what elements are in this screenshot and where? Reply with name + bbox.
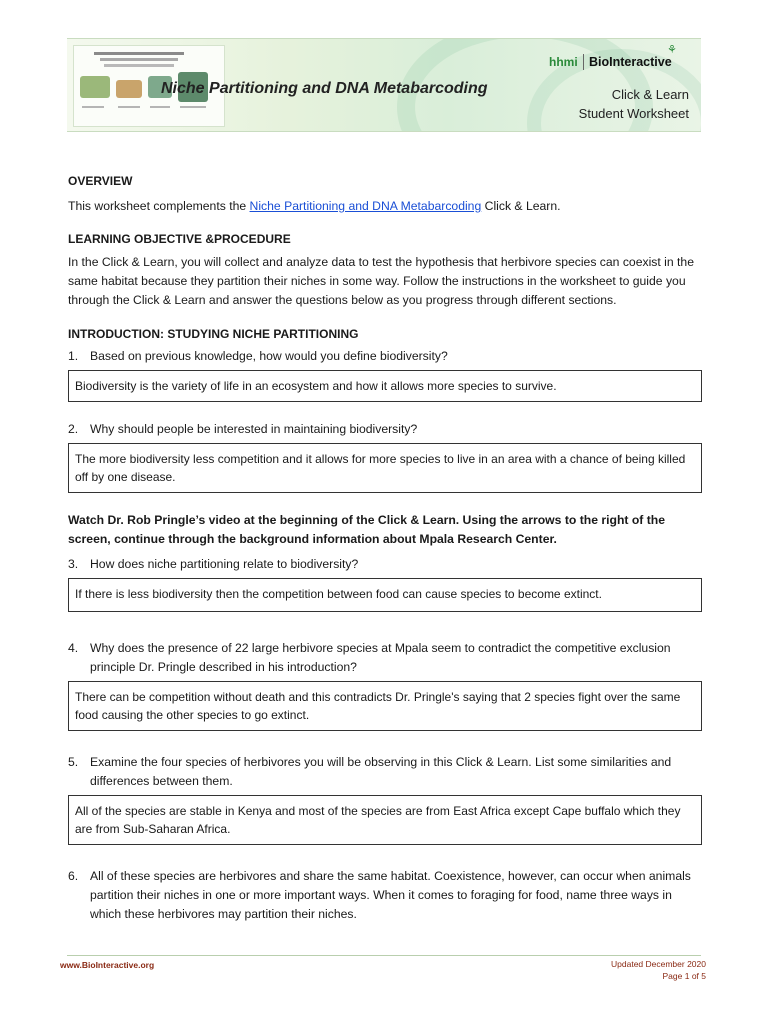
student-worksheet-label: Student Worksheet (578, 106, 689, 121)
worksheet-body (68, 172, 702, 924)
question-text: Why should people be interested in maintaining biodiversity? (90, 422, 418, 436)
objective-heading: LEARNING OBJECTIVE &PROCEDURE (68, 232, 291, 246)
answer-box-2[interactable]: The more biodiversity less competition and it allows for more species to live in an area with a chance of being killed off by one disease. (68, 443, 702, 493)
question-4: 4. Why does the presence of 22 large herbivore species at Mpala seem to contradict the competitive exclusion principle Dr. Pringle described in his introduction? (68, 641, 671, 674)
hhmi-logo: hhmi (549, 55, 578, 69)
question-1: 1. Based on previous knowledge, how would you define biodiversity? (68, 349, 448, 363)
objective-text: In the Click & Learn, you will collect and analyze data to test the hypothesis that herbivore species can coexist in the same habitat because they partition their niches in some way. Follow the instructions in the worksheet to guide you through the Click & Learn and answer the questions below as you progress through different sections. (68, 255, 694, 307)
leaf-icon: ⚘ (667, 44, 677, 56)
answer-box-1[interactable]: Biodiversity is the variety of life in an ecosystem and how it allows more species to survive. (68, 370, 702, 402)
page-number: Page 1 of 5 (662, 971, 706, 981)
answer-box-5[interactable]: All of the species are stable in Kenya and most of the species are from East Africa except Cape buffalo which they are from Sub-Saharan Africa. (68, 795, 702, 845)
answer-box-3[interactable]: If there is less biodiversity then the competition between food can cause species to become extinct. (68, 578, 702, 612)
click-learn-label: Click & Learn (611, 87, 689, 102)
overview-heading: OVERVIEW (68, 174, 133, 188)
header-banner (67, 38, 701, 132)
click-learn-link[interactable]: Niche Partitioning and DNA Metabarcoding (249, 199, 482, 213)
watch-instruction: Watch Dr. Rob Pringle’s video at the beginning of the Click & Learn. Using the arrows to the right of the screen, continue through the background information about Mpala Research Center. (68, 513, 666, 546)
biointeractive-logo: BioInteractive (589, 55, 672, 69)
question-text: Based on previous knowledge, how would you define biodiversity? (90, 349, 448, 363)
footer-page-info (611, 958, 706, 982)
updated-date: Updated December 2020 (611, 959, 706, 969)
worksheet-title: Niche Partitioning and DNA Metabarcoding (161, 80, 488, 97)
question-text: Why does the presence of 22 large herbivore species at Mpala seem to contradict the competitive exclusion principle Dr. Pringle described in his introduction? (90, 641, 671, 674)
question-6: 6. All of these species are herbivores and share the same habitat. Coexistence, however, can occur when animals partition their niches in one or more important ways. When it comes to foraging for food, name three ways in which these herbivores may partition their niches. (68, 869, 691, 921)
question-text: All of these species are herbivores and share the same habitat. Coexistence, however, can occur when animals partition their niches in one or more important ways. When it comes to foraging for food, name three ways in which these herbivores may partition their niches. (90, 869, 691, 921)
question-text: Examine the four species of herbivores you will be observing in this Click & Learn. List some similarities and differences between them. (90, 755, 672, 788)
logo-divider (583, 54, 584, 70)
question-text: How does niche partitioning relate to biodiversity? (90, 557, 359, 571)
intro-heading: INTRODUCTION: STUDYING NICHE PARTITIONING (68, 327, 359, 341)
answer-box-4[interactable]: There can be competition without death and this contradicts Dr. Pringle's saying that 2 species fight over the same food causing the other species to go extinct. (68, 681, 702, 731)
question-3: 3. How does niche partitioning relate to biodiversity? (68, 557, 359, 571)
question-2: 2. Why should people be interested in maintaining biodiversity? (68, 422, 418, 436)
overview-text: This worksheet complements the Niche Partitioning and DNA Metabarcoding Click & Learn. (68, 199, 561, 213)
footer-divider (67, 955, 701, 956)
footer-website: www.BioInteractive.org (60, 960, 155, 970)
question-5: 5. Examine the four species of herbivores you will be observing in this Click & Learn. List some similarities and differences between them. (68, 755, 672, 788)
